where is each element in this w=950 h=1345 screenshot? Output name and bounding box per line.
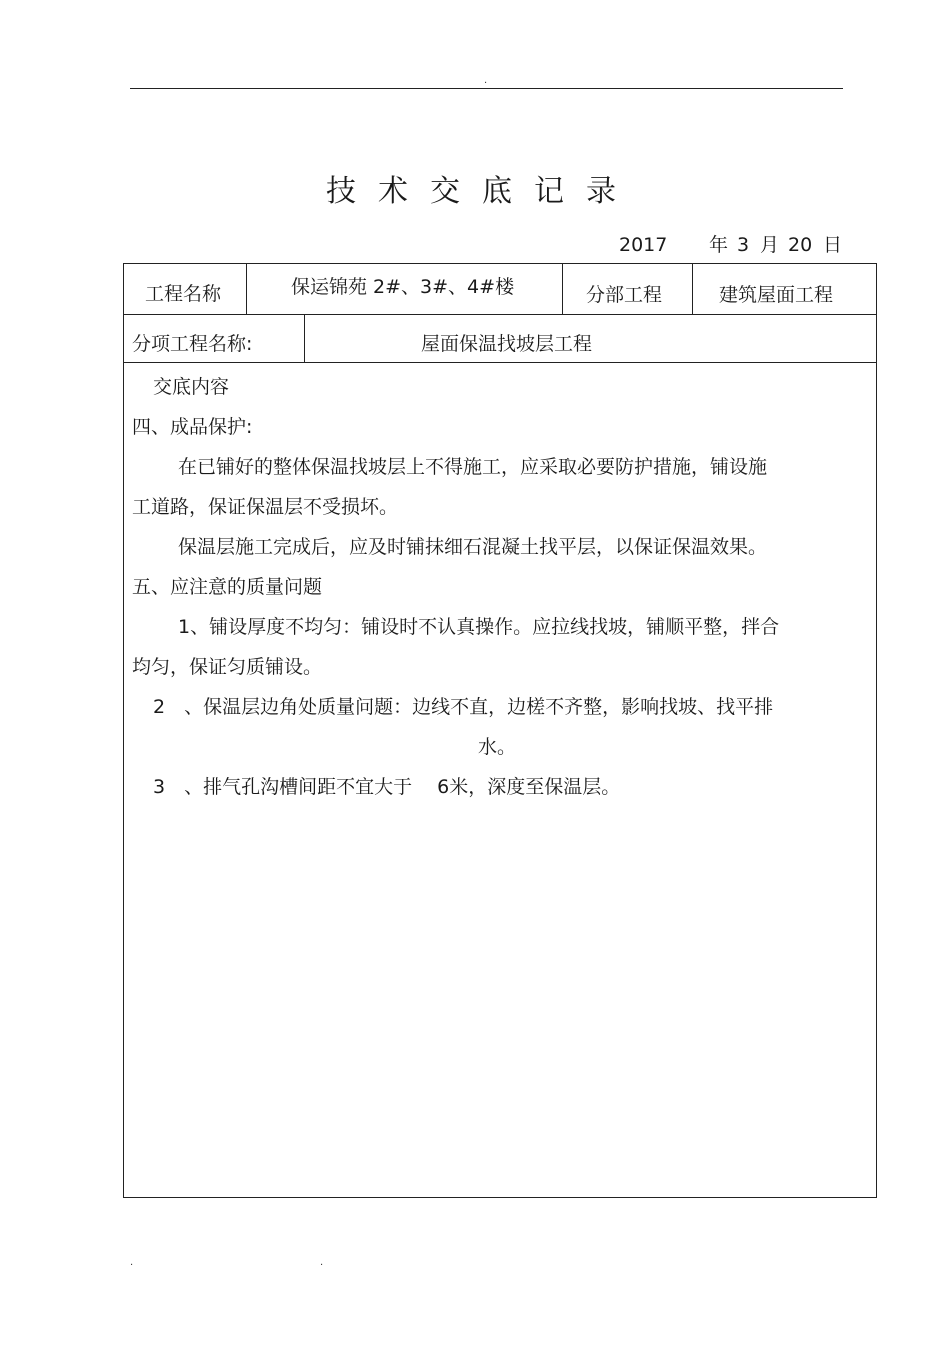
col-divider <box>692 264 693 314</box>
header-rule <box>130 88 843 89</box>
content-line: 1、铺设厚度不均匀：铺设时不认真操作。应拉线找坡，铺顺平整，拌合 <box>178 616 780 638</box>
project-name-label: 工程名称 <box>145 283 222 305</box>
row-divider <box>124 314 876 315</box>
footer-dot-left: . <box>130 1257 134 1268</box>
project-name-value: 保运锦苑 2#、3#、4#楼 <box>291 276 515 298</box>
col-divider <box>562 264 563 314</box>
content-line: 保温层施工完成后，应及时铺抹细石混凝土找平层，以保证保温效果。 <box>178 536 768 558</box>
date-year: 2017 <box>619 234 668 256</box>
subitem-value: 屋面保温找坡层工程 <box>421 333 593 355</box>
content-line: 在已铺好的整体保温找坡层上不得施工，应采取必要防护措施，铺设施 <box>178 456 768 478</box>
content-line: 五、应注意的质量问题 <box>132 576 323 598</box>
content-label: 交底内容 <box>153 376 230 398</box>
date-year-suffix: 年 <box>709 234 729 256</box>
content-line: 四、成品保护: <box>132 416 253 438</box>
content-line: 2 、保温层边角处质量问题：边线不直，边槎不齐整，影响找坡、找平排 <box>153 696 774 718</box>
top-dot: . <box>484 75 488 86</box>
subitem-label: 分项工程名称: <box>132 333 253 355</box>
division-label: 分部工程 <box>586 284 663 306</box>
content-line: 3 、排气孔沟槽间距不宜大于 6米，深度至保温层。 <box>153 776 621 798</box>
content-line: 水。 <box>478 736 517 758</box>
content-line: 均匀，保证匀质铺设。 <box>132 656 323 678</box>
col-divider <box>246 264 247 314</box>
content-line: 工道路，保证保温层不受损坏。 <box>132 496 399 518</box>
col-divider <box>304 314 305 362</box>
date-day-suffix: 日 <box>823 234 843 256</box>
document-title: 技术交底记录 <box>326 174 638 209</box>
date-month-suffix: 月 <box>760 234 780 256</box>
footer-dot-right: . <box>320 1257 324 1268</box>
date-day: 20 <box>788 234 813 256</box>
division-value: 建筑屋面工程 <box>719 284 834 306</box>
date-month: 3 <box>737 234 750 256</box>
row-divider <box>124 362 876 363</box>
disclosure-table <box>123 263 877 1198</box>
